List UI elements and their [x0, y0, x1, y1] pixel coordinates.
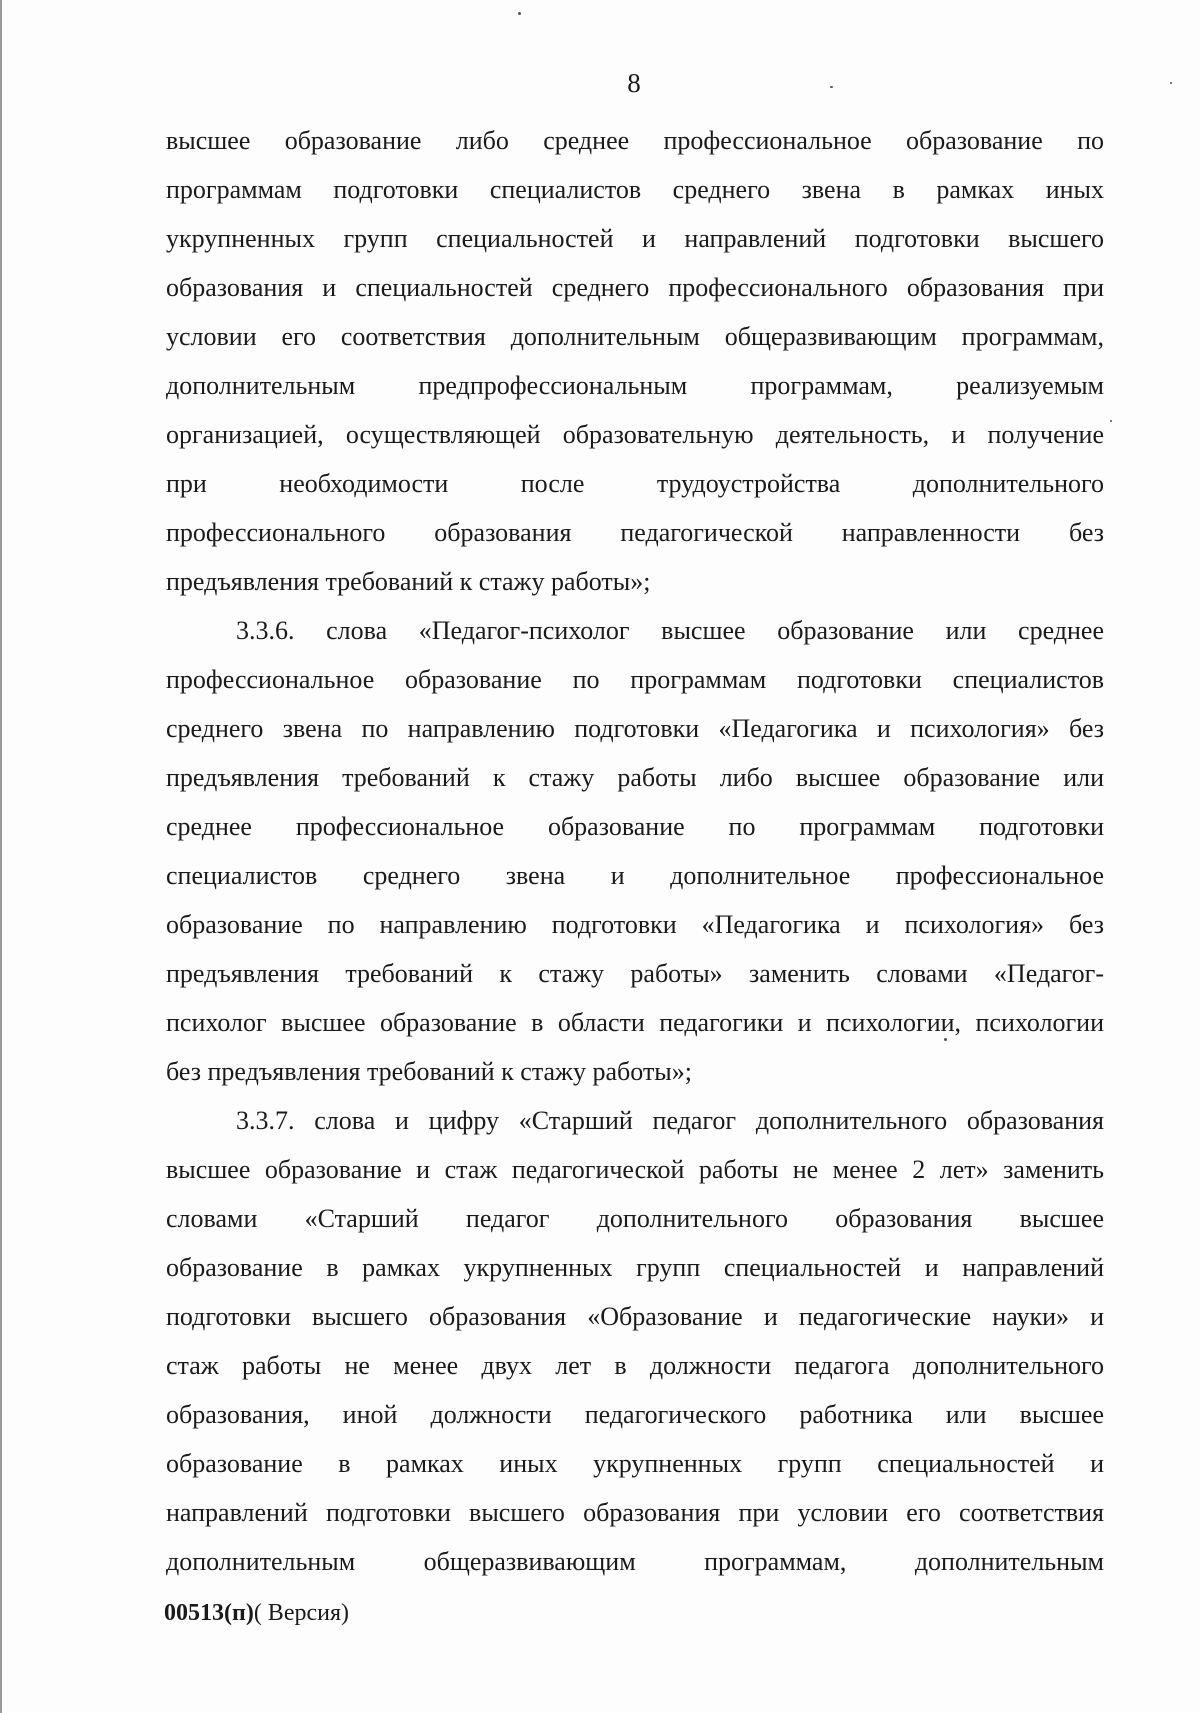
paragraph-3-3-6	[166, 606, 1104, 1096]
text-line: направлений подготовки высшего образования при условии его соответствия	[166, 1498, 1104, 1527]
document-version: ( Версия)	[253, 1600, 349, 1626]
text-line: среднего звена по направлению подготовки «Педагогика и психология» без	[166, 714, 1104, 743]
text-line: среднее профессиональное образование по программам подготовки	[166, 812, 1104, 841]
paragraph-1	[166, 116, 1104, 606]
text-line: стаж работы не менее двух лет в должности педагога дополнительного	[166, 1351, 1104, 1380]
text-line: образование в рамках укрупненных групп специальностей и направлений	[166, 1253, 1104, 1282]
scan-speck	[518, 12, 521, 15]
text-line: при необходимости после трудоустройства дополнительного	[166, 469, 1104, 498]
text-line: профессионального образования педагогической направленности без	[166, 518, 1104, 547]
text-line: дополнительным общеразвивающим программам, дополнительным	[166, 1547, 1104, 1576]
text-line: без предъявления требований к стажу работы»;	[166, 1057, 692, 1086]
text-line: предъявления требований к стажу работы либо высшее образование или	[166, 763, 1104, 792]
text-line: высшее образование и стаж педагогической работы не менее 2 лет» заменить	[166, 1155, 1104, 1184]
text-line: укрупненных групп специальностей и направлений подготовки высшего	[166, 224, 1104, 253]
paragraph-3-3-7	[166, 1096, 1104, 1586]
scan-edge-line	[0, 0, 2, 1713]
text-line: дополнительным предпрофессиональным программам, реализуемым	[166, 371, 1104, 400]
text-line: профессиональное образование по программам подготовки специалистов	[166, 665, 1104, 694]
text-line: программам подготовки специалистов среднего звена в рамках иных	[166, 175, 1104, 204]
document-code: 00513(п)	[164, 1600, 254, 1626]
text-line: образования и специальностей среднего профессионального образования при	[166, 273, 1104, 302]
document-body	[166, 116, 1104, 1586]
text-line: образование в рамках иных укрупненных групп специальностей и	[166, 1449, 1104, 1478]
document-footer	[164, 1600, 349, 1627]
text-line: подготовки высшего образования «Образование и педагогические науки» и	[166, 1302, 1104, 1331]
text-line: психолог высшее образование в области педагогики и психологии, психологии	[166, 1008, 1104, 1037]
text-line: образования, иной должности педагогического работника или высшее	[166, 1400, 1104, 1429]
text-line: предъявления требований к стажу работы»;	[166, 567, 651, 596]
text-line: 3.3.6. слова «Педагог-психолог высшее образование или среднее	[236, 616, 1104, 645]
text-line: словами «Старший педагог дополнительного образования высшее	[166, 1204, 1104, 1233]
text-line: условии его соответствия дополнительным общеразвивающим программам,	[166, 322, 1104, 351]
text-line: организацией, осуществляющей образовательную деятельность, и получение	[166, 420, 1104, 449]
text-line: специалистов среднего звена и дополнительное профессиональное	[166, 861, 1104, 890]
text-line: 3.3.7. слова и цифру «Старший педагог дополнительного образования	[236, 1106, 1104, 1135]
page-number: 8	[627, 68, 641, 98]
scan-speck	[1110, 420, 1112, 422]
text-line: предъявления требований к стажу работы» заменить словами «Педагог-	[166, 959, 1104, 988]
text-line: образование по направлению подготовки «Педагогика и психология» без	[166, 910, 1104, 939]
text-line: высшее образование либо среднее профессиональное образование по	[166, 126, 1104, 155]
